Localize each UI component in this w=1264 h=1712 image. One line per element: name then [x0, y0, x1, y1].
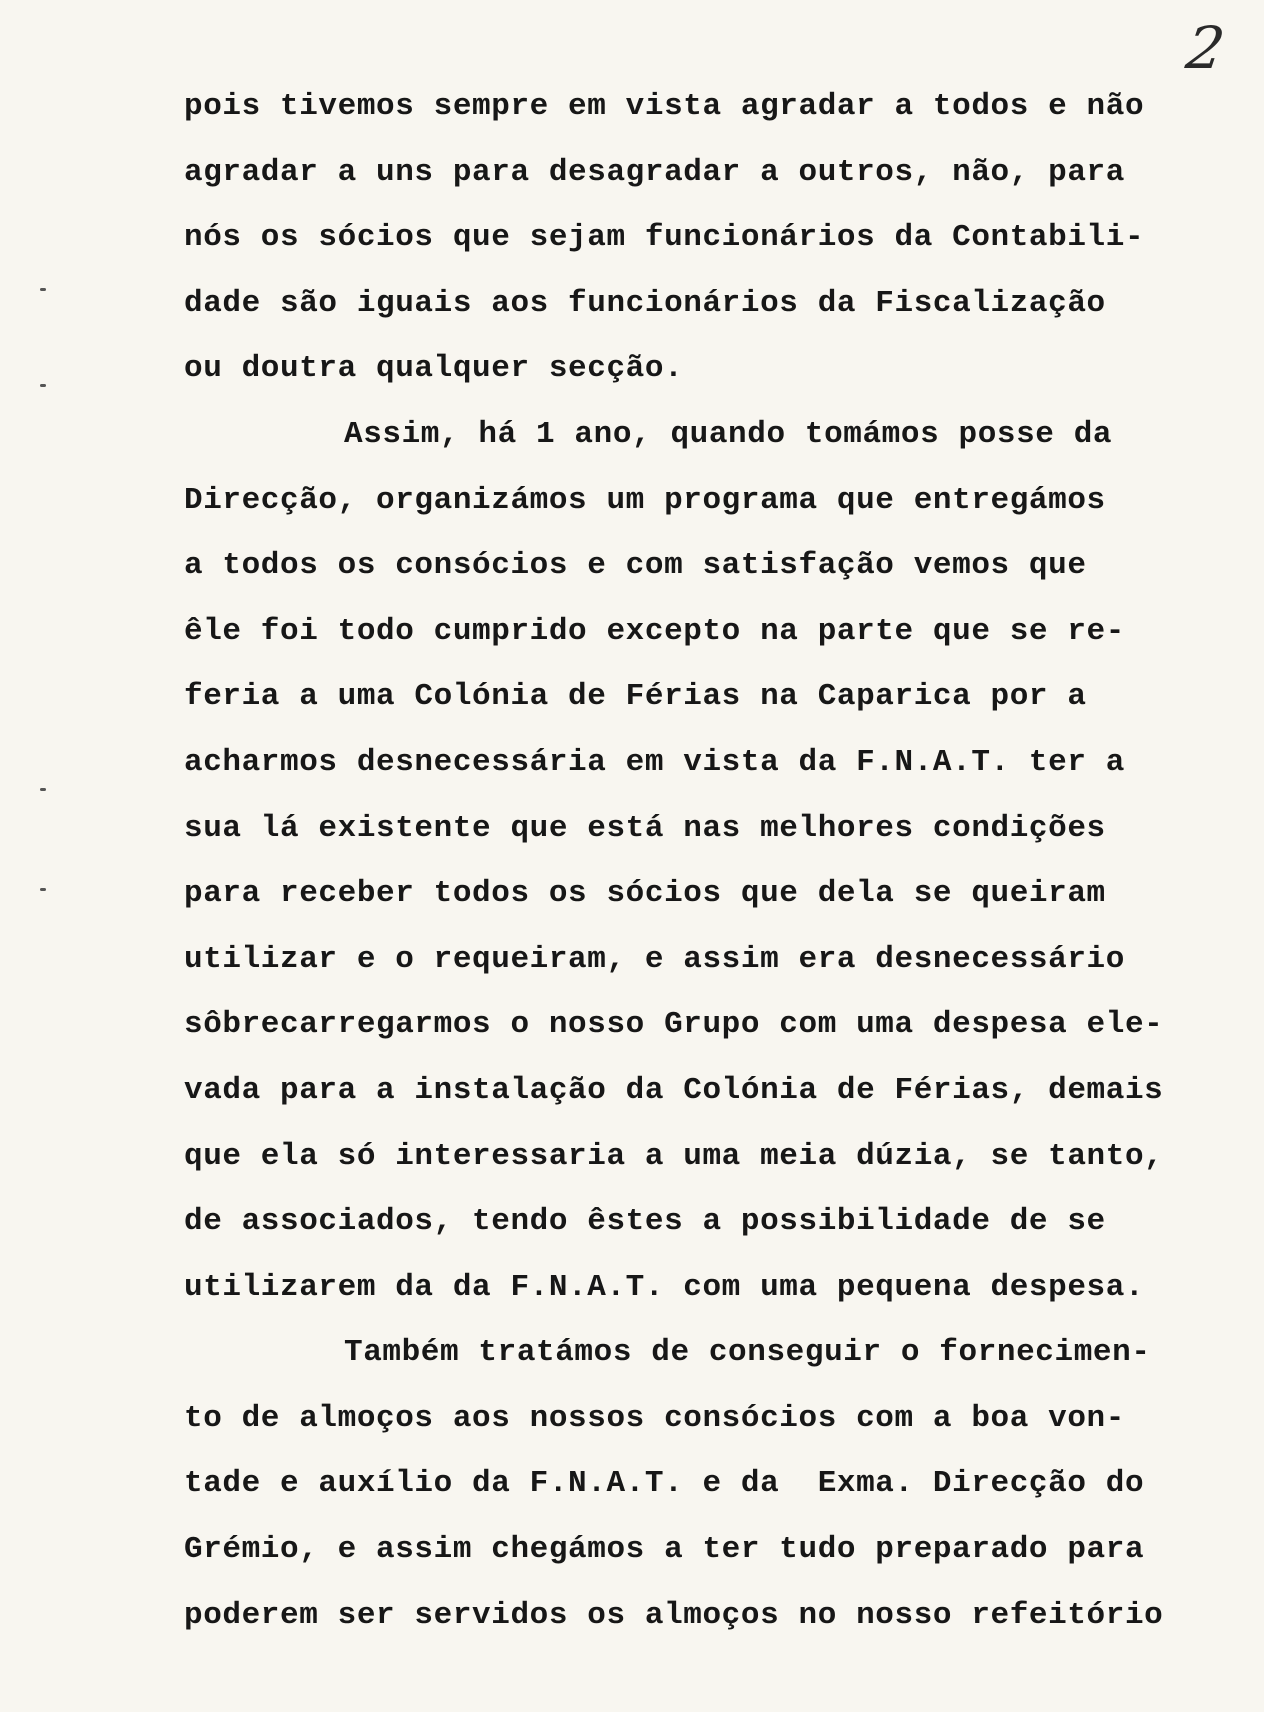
text-line: nós os sócios que sejam funcionários da Contabili-	[184, 220, 1145, 256]
text-line: vada para a instalação da Colónia de Férias, demais	[184, 1072, 1164, 1108]
typewritten-body	[184, 74, 1204, 1648]
scan-mark	[40, 288, 46, 291]
text-line: tade e auxílio da F.N.A.T. e da Exma. Direcção do	[184, 1466, 1145, 1502]
text-line: pois tivemos sempre em vista agradar a todos e não	[184, 89, 1145, 124]
text-line: agradar a uns para desagradar a outros, não, para	[184, 154, 1125, 190]
text-line-indented: Também tratámos de conseguir o fornecimen-	[344, 1335, 1151, 1371]
text-line: to de almoços aos nossos consócios com a boa von-	[184, 1400, 1125, 1436]
text-line: que ela só interessaria a uma meia dúzia, se tanto,	[184, 1138, 1164, 1174]
text-line: a todos os consócios e com satisfação vemos que	[184, 548, 1087, 584]
text-line: Direcção, organizámos um programa que entregámos	[184, 482, 1106, 518]
text-line-indented: Assim, há 1 ano, quando tomámos posse da	[344, 416, 1113, 452]
text-line: êle foi todo cumprido excepto na parte que se re-	[184, 613, 1125, 649]
text-line: para receber todos os sócios que dela se queiram	[184, 876, 1106, 912]
text-line: ou doutra qualquer secção.	[184, 351, 684, 387]
text-line: acharmos desnecessária em vista da F.N.A.T. ter a	[184, 744, 1125, 780]
handwritten-page-number: 2	[1182, 14, 1229, 82]
text-line: sua lá existente que está nas melhores condições	[184, 810, 1106, 846]
text-line: dade são iguais aos funcionários da Fiscalização	[184, 285, 1106, 321]
scan-mark	[40, 788, 46, 791]
text-line: de associados, tendo êstes a possibilidade de se	[184, 1204, 1106, 1240]
text-line: utilizarem da da F.N.A.T. com uma pequena despesa.	[184, 1269, 1145, 1305]
scan-mark	[40, 384, 46, 387]
text-line: poderem ser servidos os almoços no nosso refeitório	[184, 1597, 1164, 1633]
text-line: sôbrecarregarmos o nosso Grupo com uma despesa ele-	[184, 1007, 1164, 1043]
text-line: Grémio, e assim chegámos a ter tudo preparado para	[184, 1532, 1145, 1568]
text-line: feria a uma Colónia de Férias na Caparica por a	[184, 679, 1087, 715]
text-line: utilizar e o requeiram, e assim era desnecessário	[184, 941, 1125, 977]
scan-mark	[40, 888, 46, 891]
